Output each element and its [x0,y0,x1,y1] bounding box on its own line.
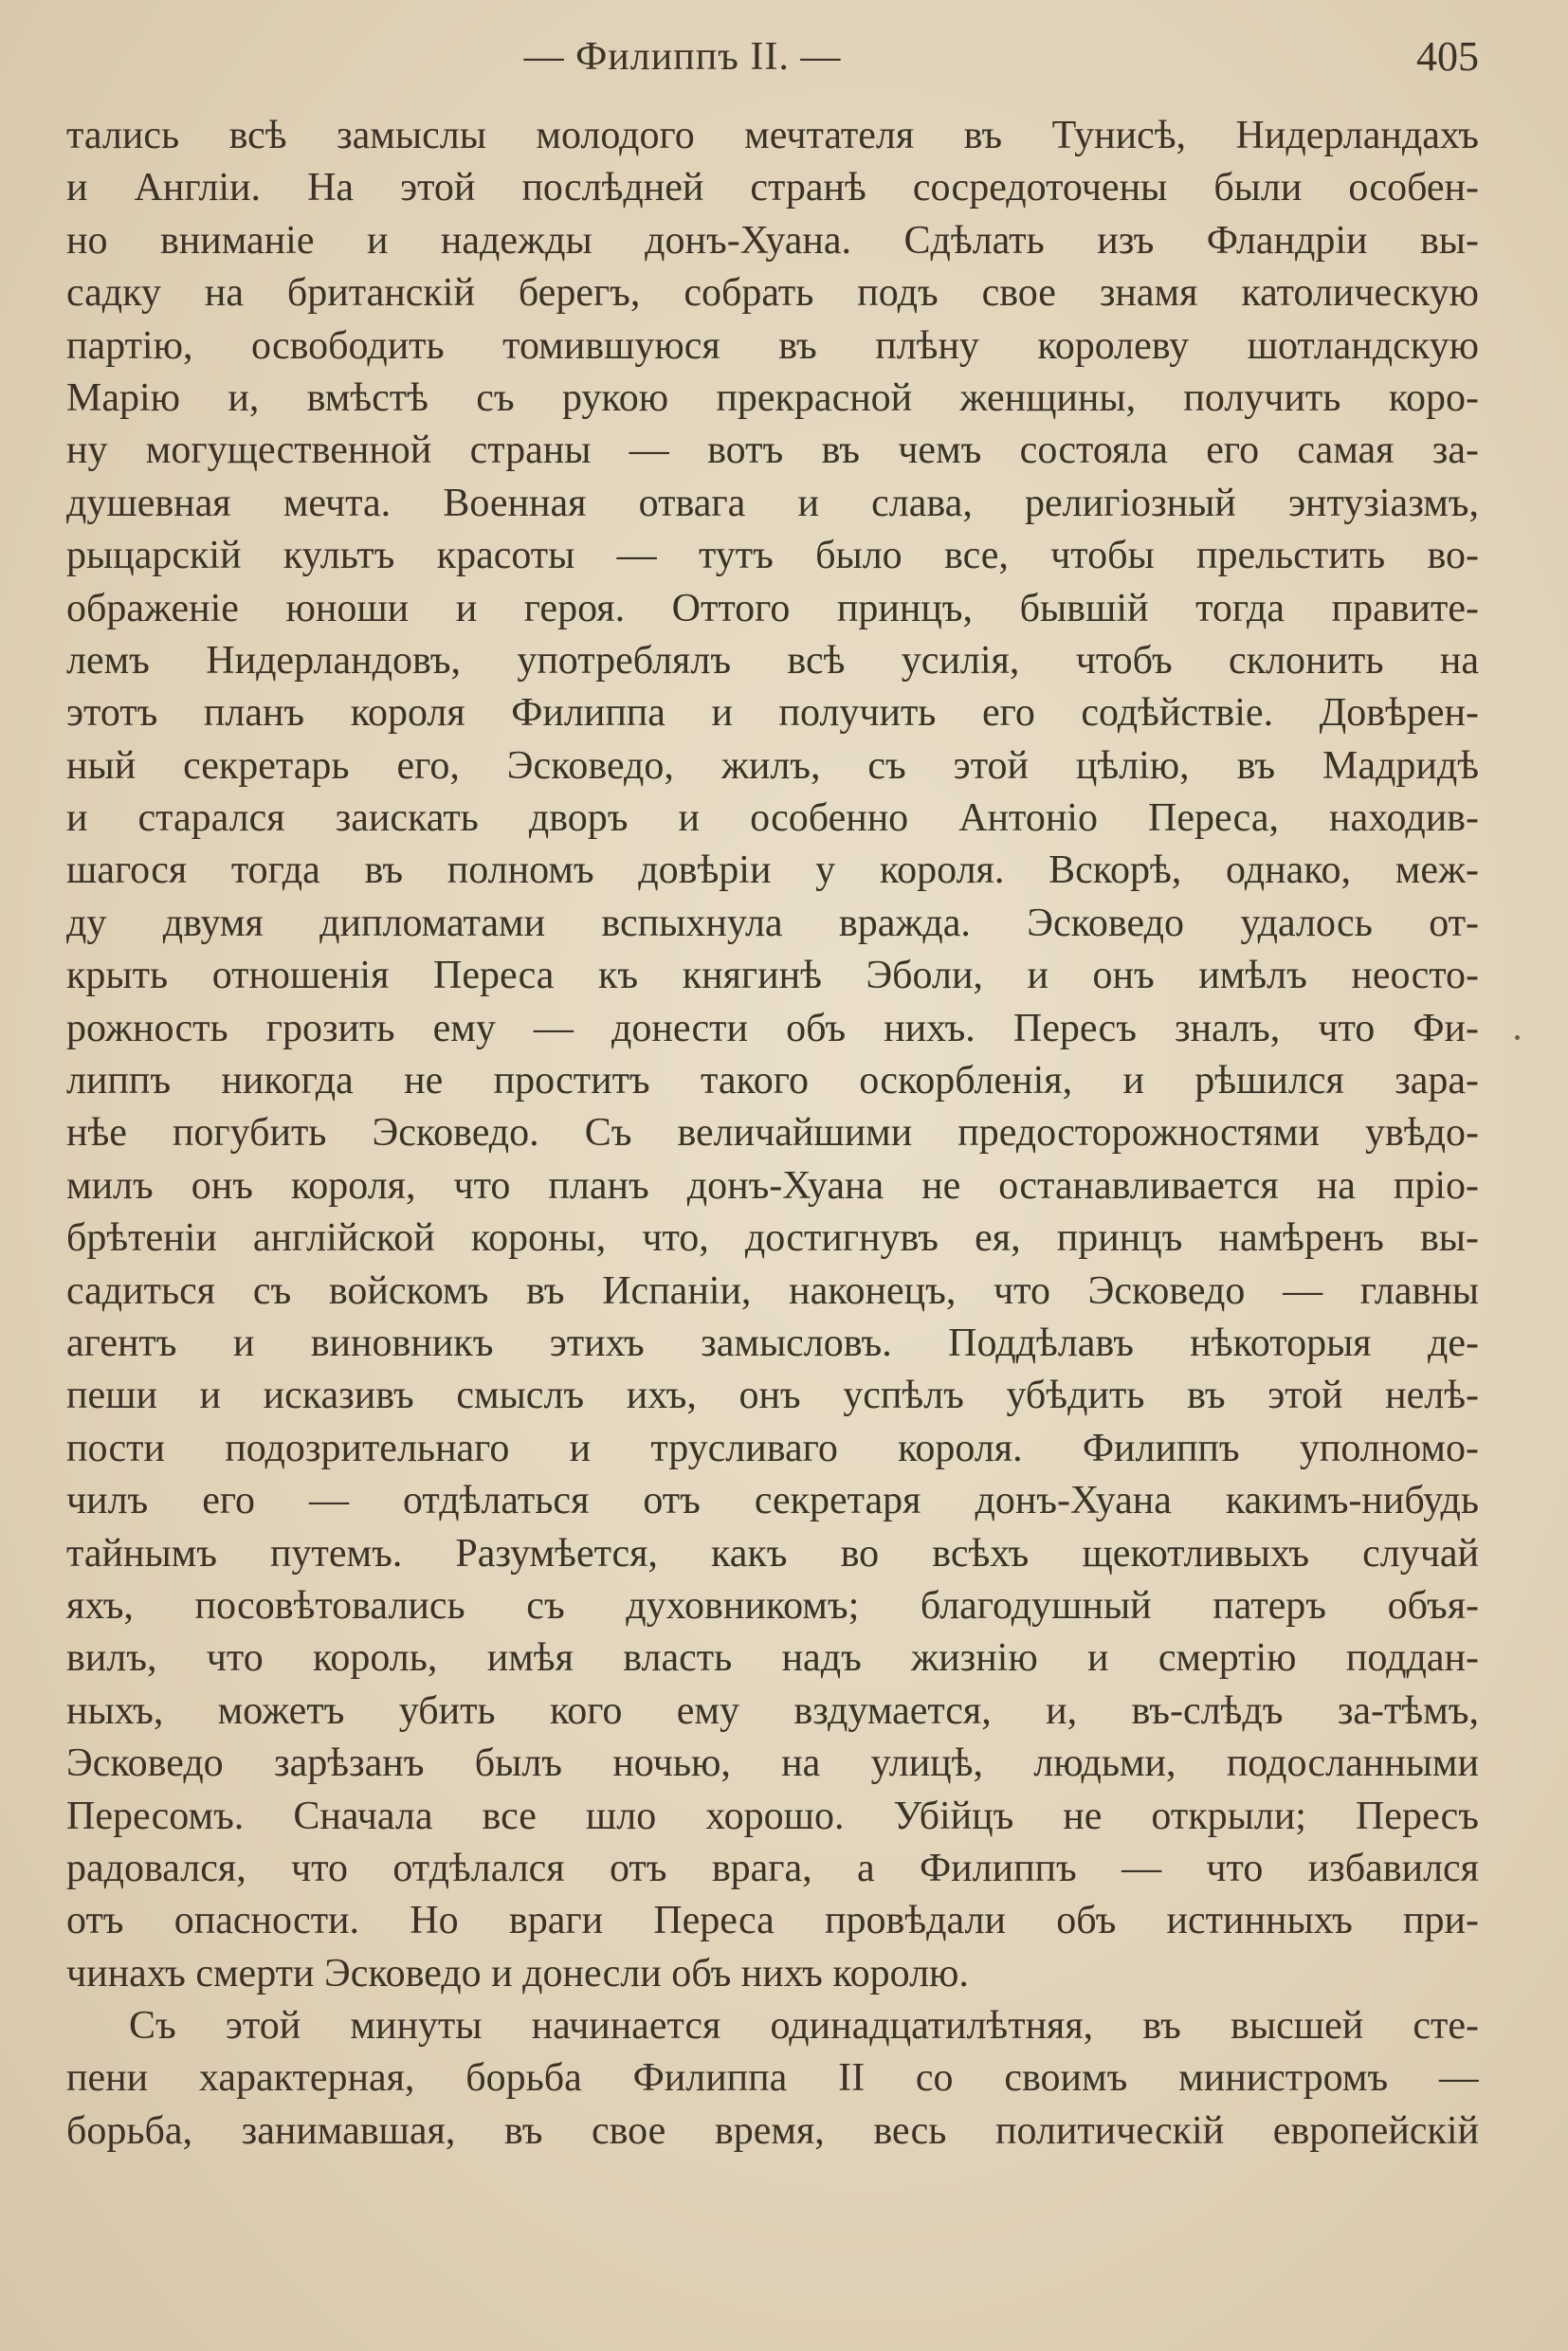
running-title: — Филиппъ II. — [523,35,842,79]
text-line: душевная мечта. Военная отвага и слава, религіозный энтузіазмъ, [66,481,1479,525]
text-line: рыцарскій культъ красоты — тутъ было все, чтобы прельстить во- [66,534,1479,578]
text-line: ныхъ, можетъ убить кого ему вздумается, и, въ-слѣдъ за-тѣмъ, [66,1688,1479,1733]
text-line: пости подозрительнаго и трусливаго короля. Филиппъ уполномо- [66,1426,1479,1470]
page-header [66,28,1479,85]
text-line: пени характерная, борьба Филиппа II со своимъ министромъ — [66,2056,1479,2101]
text-line: нѣе погубить Эсковедо. Съ величайшими предосторожностями увѣдо- [66,1111,1479,1156]
text-line: садку на британскій берегъ, собрать подъ свое знамя католическую [66,271,1479,316]
text-line: лемъ Нидерландовъ, употреблялъ всѣ усилія, чтобъ склонить на [66,638,1479,683]
text-line: и Англіи. На этой послѣдней странѣ сосредоточены были особен- [66,166,1479,210]
paragraph-last-line: чинахъ смерти Эсковедо и донесли объ нихъ королю. [66,1951,969,1996]
text-line: милъ онъ короля, что планъ донъ-Хуана не останавливается на пріо- [66,1163,1479,1208]
text-line: радовался, что отдѣлался отъ врага, а Филиппъ — что избавился [66,1846,1479,1890]
text-line: садиться съ войскомъ въ Испаніи, наконецъ, что Эсковедо — главны [66,1268,1479,1313]
text-line: отъ опасности. Но враги Переса провѣдали объ истинныхъ при- [66,1899,1479,1943]
text-line: липпъ никогда не проститъ такого оскорбленія, и рѣшился зара- [66,1059,1479,1103]
text-line: борьба, занимавшая, въ свое время, весь политическій европейскій [66,2108,1479,2153]
text-line: брѣтеніи англійской короны, что, достигнувъ ея, принцъ намѣренъ вы- [66,1216,1479,1261]
text-line: но вниманіе и надежды донъ-Хуана. Сдѣлать изъ Фландріи вы- [66,218,1479,263]
paragraph-first-line: Съ этой минуты начинается одинадцатилѣтняя, въ высшей сте- [129,2004,1479,2049]
text-line: яхъ, посовѣтовались съ духовникомъ; благодушный патеръ объя- [66,1583,1479,1628]
text-line: крыть отношенія Переса къ княгинѣ Эболи, и онъ имѣлъ неосто- [66,954,1479,998]
text-line: шагося тогда въ полномъ довѣріи у короля. Вскорѣ, однако, меж- [66,848,1479,893]
text-line: ну могущественной страны — вотъ въ чемъ состояла его самая за- [66,428,1479,473]
text-line: ду двумя дипломатами вспыхнула вражда. Эсковедо удалось от- [66,901,1479,945]
text-line: Пересомъ. Сначала все шло хорошо. Убійцъ не открыли; Пересъ [66,1794,1479,1838]
text-line: ный секретарь его, Эсковедо, жилъ, съ этой цѣлію, въ Мадридѣ [66,743,1479,788]
text-line: ображеніе юноши и героя. Оттого принцъ, бывшій тогда правите- [66,586,1479,630]
text-line: рожность грозить ему — донести объ нихъ. Пересъ зналъ, что Фи- [66,1006,1479,1050]
text-line: вилъ, что король, имѣя власть надъ жизнію и смертію поддан- [66,1636,1479,1681]
text-line: пеши и исказивъ смыслъ ихъ, онъ успѣлъ убѣдить въ этой нелѣ- [66,1374,1479,1418]
body-text [66,110,1479,2158]
text-line: тались всѣ замыслы молодого мечтателя въ Тунисѣ, Нидерландахъ [66,114,1479,157]
text-line: и старался заискать дворъ и особенно Антоніо Переса, находив- [66,796,1479,841]
text-line: агентъ и виновникъ этихъ замысловъ. Поддѣлавъ нѣкоторыя де- [66,1321,1479,1365]
text-line: партію, освободить томившуюся въ плѣну королеву шотландскую [66,323,1479,368]
text-line: чилъ его — отдѣлаться отъ секретаря донъ-Хуана какимъ-нибудь [66,1479,1479,1523]
book-page [66,28,1479,2153]
text-line: Марію и, вмѣстѣ съ рукою прекрасной женщины, получить коро- [66,375,1479,420]
text-line: этотъ планъ короля Филиппа и получить его содѣйствіе. Довѣрен- [66,691,1479,736]
text-line: тайнымъ путемъ. Разумѣется, какъ во всѣхъ щекотливыхъ случай [66,1531,1479,1576]
text-line: Эсковедо зарѣзанъ былъ ночью, на улицѣ, людьми, подосланными [66,1741,1479,1786]
ink-speck [1515,1035,1520,1040]
page-number: 405 [1416,33,1479,80]
